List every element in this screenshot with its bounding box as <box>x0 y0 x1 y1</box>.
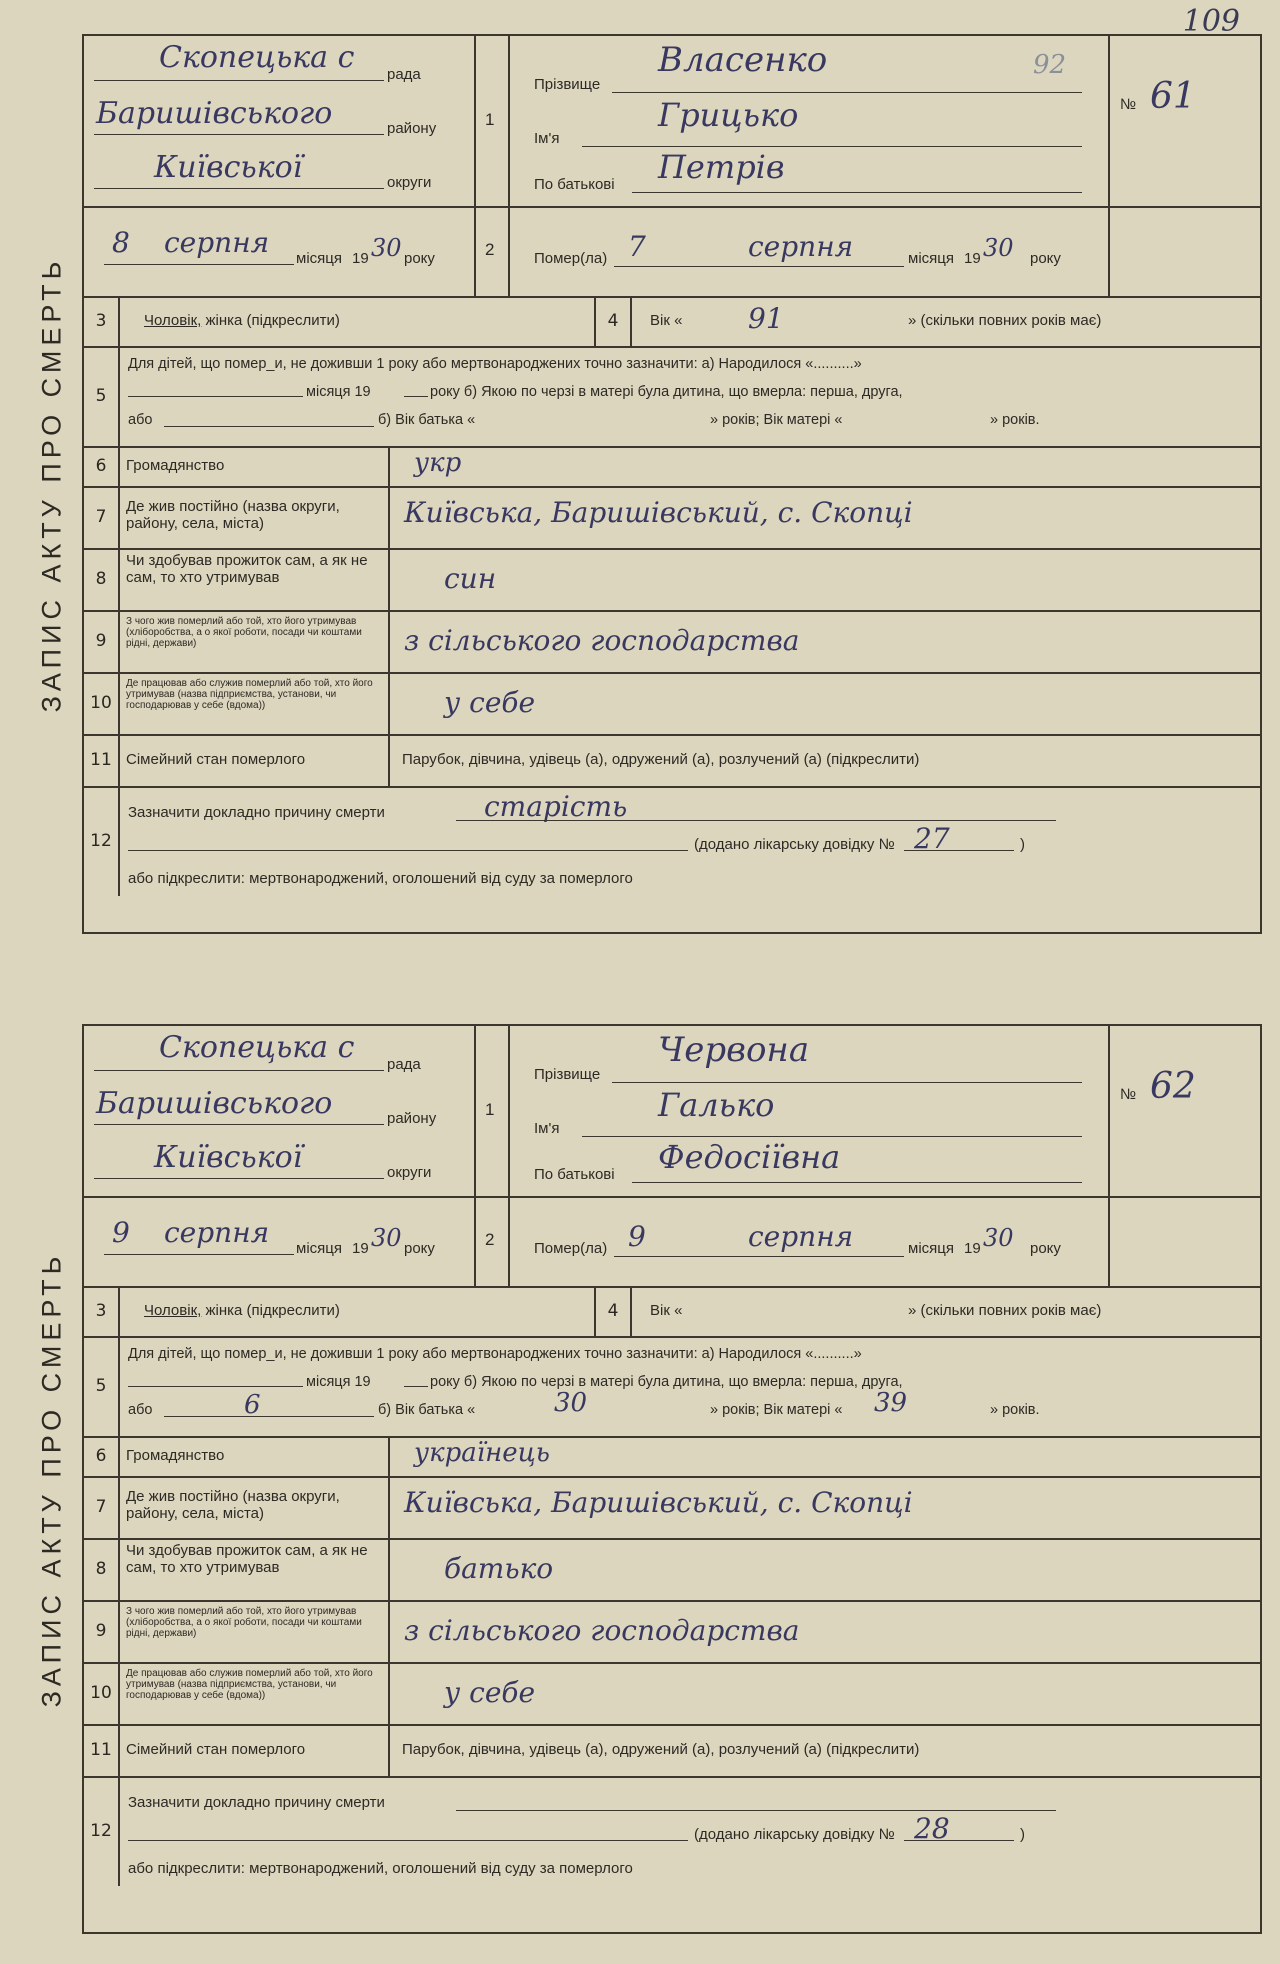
de-zhyv-label: Де жив постійно (назва округи, району, села, міста) <box>126 1488 340 1522</box>
parubok-label: Парубок, <box>402 1741 465 1758</box>
residence-value: Київська, Баришівський, с. Скопці <box>404 496 913 529</box>
person-cell <box>508 36 1110 296</box>
row-12: 12 Зазначити докладно причину смерти (додано лікарську довідку № 28 ) або підкреслити: мертвонароджений, оголошений від суду за померлого <box>84 1776 1260 1886</box>
number-label: № <box>1120 96 1137 113</box>
divchyna-label: дівчина, <box>468 751 526 768</box>
odruzhenyi-label: одружений (а), <box>611 751 715 768</box>
row-5: 5 Для дітей, що помер_и, не доживши 1 року або мертвонароджених точно зазначити: а) Народилося «..........» місяця 19 року б) Якою по черзі в матері була дитина, що вмерла: перша, друга, або б) Вік батька « » років; Вік матері « » років. <box>84 346 1260 448</box>
row5-roku-b: року б) Якою по черзі в матері була дитина, що вмерла: перша, друга, <box>430 384 903 400</box>
side-title <box>22 1024 82 1934</box>
row-7: 7 Де жив постійно (назва округи, району, села, міста) Київська, Баришівський, с. Скопці <box>84 486 1260 550</box>
num-cell-1-2: 1 2 <box>474 36 510 296</box>
death-roku-label: року <box>1030 1240 1061 1257</box>
header-row <box>84 36 1260 298</box>
z-choho-label: З чого жив померлий або той, хто його утримував (хліборобства, а о якої роботи, посади чи коштами рідні, держави) <box>126 1606 362 1639</box>
simeinyi-label: Сімейний стан померлого <box>126 1741 306 1758</box>
pidkreslyty-label-11: (підкреслити) <box>826 751 920 768</box>
reg-roku-label: року <box>404 250 435 267</box>
margin-note: 92 <box>1033 50 1067 80</box>
death-misyatsya-label: місяця <box>908 250 954 267</box>
person-cell <box>508 1026 1110 1286</box>
udivets-a: (а), <box>585 1741 608 1758</box>
row-11: 11 Сімейний стан померлого Парубок, дівчина, удівець (а), одружений (а), розлучений (а) (підкреслити) <box>84 1724 1260 1778</box>
abo-pidkreslyty-label: або підкреслити: мертвонароджений, оголошений від суду за померлого <box>128 870 633 887</box>
certificate-value: 27 <box>914 822 950 855</box>
abo-pidkreslyty-label: або підкреслити: мертвонароджений, оголошений від суду за померлого <box>128 1860 633 1877</box>
death-year-prefix: 19 <box>964 1240 981 1257</box>
side-title <box>22 34 82 934</box>
chy-zdobuvav-label: Чи здобував прожиток сам, а як не сам, то хто утримував <box>126 552 368 586</box>
death-month: серпня <box>748 230 854 263</box>
death-day: 7 <box>628 230 646 263</box>
patronymic-label: По батькові <box>534 176 615 193</box>
row-10: 10 Де працював або служив померлий або той, хто його утримував (назва підприємства, установи, чи господарював у себе (вдома)) у себе <box>84 1662 1260 1726</box>
num-cell-1-2: 1 2 <box>474 1026 510 1286</box>
side-title-text: ЗАПИС АКТУ ПРО СМЕРТЬ <box>36 256 67 712</box>
page-number: 109 <box>1182 4 1240 39</box>
death-year: 30 <box>983 234 1014 262</box>
row5-rokiv-mater: » років; Вік матері « <box>710 412 843 428</box>
death-month: серпня <box>748 1220 854 1253</box>
dovidka-label: (додано лікарську довідку № <box>694 1826 895 1843</box>
reg-month: серпня <box>164 226 270 259</box>
okruha-label: округи <box>387 1164 432 1181</box>
udivets-label: удівець <box>529 751 581 768</box>
pidkreslyty-label: (підкреслити) <box>246 312 340 329</box>
record-number: 62 <box>1150 1066 1196 1107</box>
rada-value: Скопецька с <box>159 40 355 75</box>
row5-rokiv: » років. <box>990 1402 1040 1418</box>
pidkreslyty-label-11: (підкреслити) <box>826 1741 920 1758</box>
rayon-value: Баришівського <box>96 96 333 131</box>
de-pratsyuvav-label: Де працював або служив померлий або той, хто його утримував (назва підприємства, установи, чи господарював у себе (вдома)) <box>126 1668 373 1701</box>
rayon-value: Баришівського <box>96 1086 333 1121</box>
number-cell <box>1108 36 1260 296</box>
rada-label: рада <box>387 66 421 83</box>
vik-label: Вік « <box>650 1302 683 1319</box>
patronymic-value: Федосіївна <box>658 1138 841 1176</box>
reg-misyatsya-label: місяця <box>296 1240 342 1257</box>
zhinka-label: жінка <box>205 1302 243 1319</box>
row5-mis: місяця 19 <box>306 384 371 400</box>
rayon-label: району <box>387 120 437 137</box>
reg-year: 30 <box>371 1224 402 1252</box>
death-record-1 <box>22 34 1262 934</box>
number-cell <box>1108 1026 1260 1286</box>
row-6: 6 Громадянство укр <box>84 446 1260 488</box>
udivets-label: удівець <box>529 1741 581 1758</box>
death-roku-label: року <box>1030 250 1061 267</box>
cholovik-label: Чоловік, <box>144 1302 202 1319</box>
pidkreslyty-label: (підкреслити) <box>246 1302 340 1319</box>
hromadyanstvo-label: Громадянство <box>126 457 225 474</box>
record-form <box>82 1024 1262 1934</box>
name-label: Ім'я <box>534 1120 560 1137</box>
death-label: Помер(ла) <box>534 1240 608 1257</box>
row5-rokiv-mater: » років; Вік матері « <box>710 1402 843 1418</box>
death-misyatsya-label: місяця <box>908 1240 954 1257</box>
name-value: Грицько <box>658 96 799 134</box>
patronymic-value: Петрів <box>658 148 785 186</box>
work-value: у себе <box>444 1676 536 1709</box>
death-year: 30 <box>983 1224 1014 1252</box>
vik-label: Вік « <box>650 312 683 329</box>
row5-vik-batka: б) Вік батька « <box>378 412 476 428</box>
row-5: 5 Для дітей, що помер_и, не доживши 1 року або мертвонароджених точно зазначити: а) Народилося «..........» місяця 19 року б) Якою по черзі в матері була дитина, що вмерла: перша, друга, або 6 б) Вік батька « 30 » років; Вік матері « 39 » років. <box>84 1336 1260 1438</box>
zhinka-label: жінка <box>205 312 243 329</box>
means-value: з сільського господарства <box>404 624 800 657</box>
work-value: у себе <box>444 686 536 719</box>
number-label: № <box>1120 1086 1137 1103</box>
means-value: з сільського господарства <box>404 1614 800 1647</box>
support-value: батько <box>444 1552 554 1585</box>
okruha-value: Київської <box>154 1140 303 1175</box>
side-title-text: ЗАПИС АКТУ ПРО СМЕРТЬ <box>36 1251 67 1707</box>
record-form <box>82 34 1262 934</box>
reg-year: 30 <box>371 234 402 262</box>
mother-age: 39 <box>874 1388 908 1418</box>
citizenship-value: укр <box>414 448 462 478</box>
surname-label: Прізвище <box>534 1066 601 1083</box>
row5-line1: Для дітей, що помер_и, не доживши 1 року або мертвонароджених точно зазначити: а) Народилося «..........» <box>128 356 862 372</box>
okruha-label: округи <box>387 174 432 191</box>
death-record-2 <box>22 1024 1262 1934</box>
record-number: 61 <box>1150 76 1196 117</box>
row-3: 3 Чоловік, жінка (підкреслити) 4 Вік « 91 » (скільки повних років має) <box>84 296 1260 348</box>
row5-abo: або <box>128 412 153 428</box>
row5-abo: або <box>128 1402 153 1418</box>
row5-mis: місяця 19 <box>306 1374 371 1390</box>
office-cell <box>84 36 476 296</box>
row-10: 10 Де працював або служив померлий або той, хто його утримував (назва підприємства, установи, чи господарював у себе (вдома)) у себе <box>84 672 1260 736</box>
age-value: 91 <box>748 302 784 335</box>
death-day: 9 <box>628 1220 646 1253</box>
odruzhenyi-label: одружений (а), <box>611 1741 715 1758</box>
udivets-a: (а), <box>585 751 608 768</box>
surname-value: Власенко <box>658 40 828 80</box>
surname-value: Червона <box>658 1030 810 1070</box>
header-row <box>84 1026 1260 1288</box>
reg-year-prefix: 19 <box>352 250 369 267</box>
reg-misyatsya-label: місяця <box>296 250 342 267</box>
rozluchenyi-label: розлучений (а) <box>718 751 822 768</box>
reg-day: 8 <box>112 226 130 259</box>
cause-value: старість <box>484 790 628 823</box>
de-pratsyuvav-label: Де працював або служив померлий або той, хто його утримував (назва підприємства, установи, чи господарював у себе (вдома)) <box>126 678 373 711</box>
patronymic-label: По батькові <box>534 1166 615 1183</box>
row-12: 12 Зазначити докладно причину смерти старість (додано лікарську довідку № 27 ) або підкреслити: мертвонароджений, оголошений від суду за померлого <box>84 786 1260 896</box>
cholovik-label: Чоловік, <box>144 312 202 329</box>
name-value: Галько <box>658 1086 775 1124</box>
certificate-value: 28 <box>914 1812 950 1845</box>
death-year-prefix: 19 <box>964 250 981 267</box>
parubok-label: Парубок, <box>402 751 465 768</box>
row5-rokiv: » років. <box>990 412 1040 428</box>
chy-zdobuvav-label: Чи здобував прожиток сам, а як не сам, то хто утримував <box>126 1542 368 1576</box>
z-choho-label: З чого жив померлий або той, хто його утримував (хліборобства, а о якої роботи, посади чи коштами рідні, держави) <box>126 616 362 649</box>
rada-label: рада <box>387 1056 421 1073</box>
abo-value: 6 <box>244 1390 261 1420</box>
divchyna-label: дівчина, <box>468 1741 526 1758</box>
death-label: Помер(ла) <box>534 250 608 267</box>
rayon-label: району <box>387 1110 437 1127</box>
residence-value: Київська, Баришівський, с. Скопці <box>404 1486 913 1519</box>
reg-day: 9 <box>112 1216 130 1249</box>
vik-suffix: » (скільки повних років має) <box>908 312 1102 329</box>
prychyna-label: Зазначити докладно причину смерти <box>128 804 385 821</box>
rozluchenyi-label: розлучений (а) <box>718 1741 822 1758</box>
row-6: 6 Громадянство українець <box>84 1436 1260 1478</box>
row-7: 7 Де жив постійно (назва округи, району, села, міста) Київська, Баришівський, с. Скопці <box>84 1476 1260 1540</box>
citizenship-value: українець <box>414 1438 550 1468</box>
surname-label: Прізвище <box>534 76 601 93</box>
hromadyanstvo-label: Громадянство <box>126 1447 225 1464</box>
vik-suffix: » (скільки повних років має) <box>908 1302 1102 1319</box>
reg-year-prefix: 19 <box>352 1240 369 1257</box>
row5-roku-b: року б) Якою по черзі в матері була дитина, що вмерла: перша, друга, <box>430 1374 903 1390</box>
name-label: Ім'я <box>534 130 560 147</box>
row-9: 9 З чого жив померлий або той, хто його утримував (хліборобства, а о якої роботи, посади чи коштами рідні, держави) з сільського господарства <box>84 1600 1260 1664</box>
simeinyi-label: Сімейний стан померлого <box>126 751 306 768</box>
prychyna-label: Зазначити докладно причину смерти <box>128 1794 385 1811</box>
de-zhyv-label: Де жив постійно (назва округи, району, села, міста) <box>126 498 340 532</box>
row-11: 11 Сімейний стан померлого Парубок, дівчина, удівець (а), одружений (а), розлучений (а) (підкреслити) <box>84 734 1260 788</box>
rada-value: Скопецька с <box>159 1030 355 1065</box>
office-cell <box>84 1026 476 1286</box>
row-9: 9 З чого жив померлий або той, хто його утримував (хліборобства, а о якої роботи, посади чи коштами рідні, держави) з сільського господарства <box>84 610 1260 674</box>
okruha-value: Київської <box>154 150 303 185</box>
row-8: 8 Чи здобував прожиток сам, а як не сам, то хто утримував син <box>84 548 1260 612</box>
dovidka-label: (додано лікарську довідку № <box>694 836 895 853</box>
row5-line1: Для дітей, що помер_и, не доживши 1 року або мертвонароджених точно зазначити: а) Народилося «..........» <box>128 1346 862 1362</box>
row5-vik-batka: б) Вік батька « <box>378 1402 476 1418</box>
row-8: 8 Чи здобував прожиток сам, а як не сам, то хто утримував батько <box>84 1538 1260 1602</box>
reg-month: серпня <box>164 1216 270 1249</box>
reg-roku-label: року <box>404 1240 435 1257</box>
support-value: син <box>444 562 497 595</box>
row-3: 3 Чоловік, жінка (підкреслити) 4 Вік « » (скільки повних років має) <box>84 1286 1260 1338</box>
father-age: 30 <box>554 1388 588 1418</box>
